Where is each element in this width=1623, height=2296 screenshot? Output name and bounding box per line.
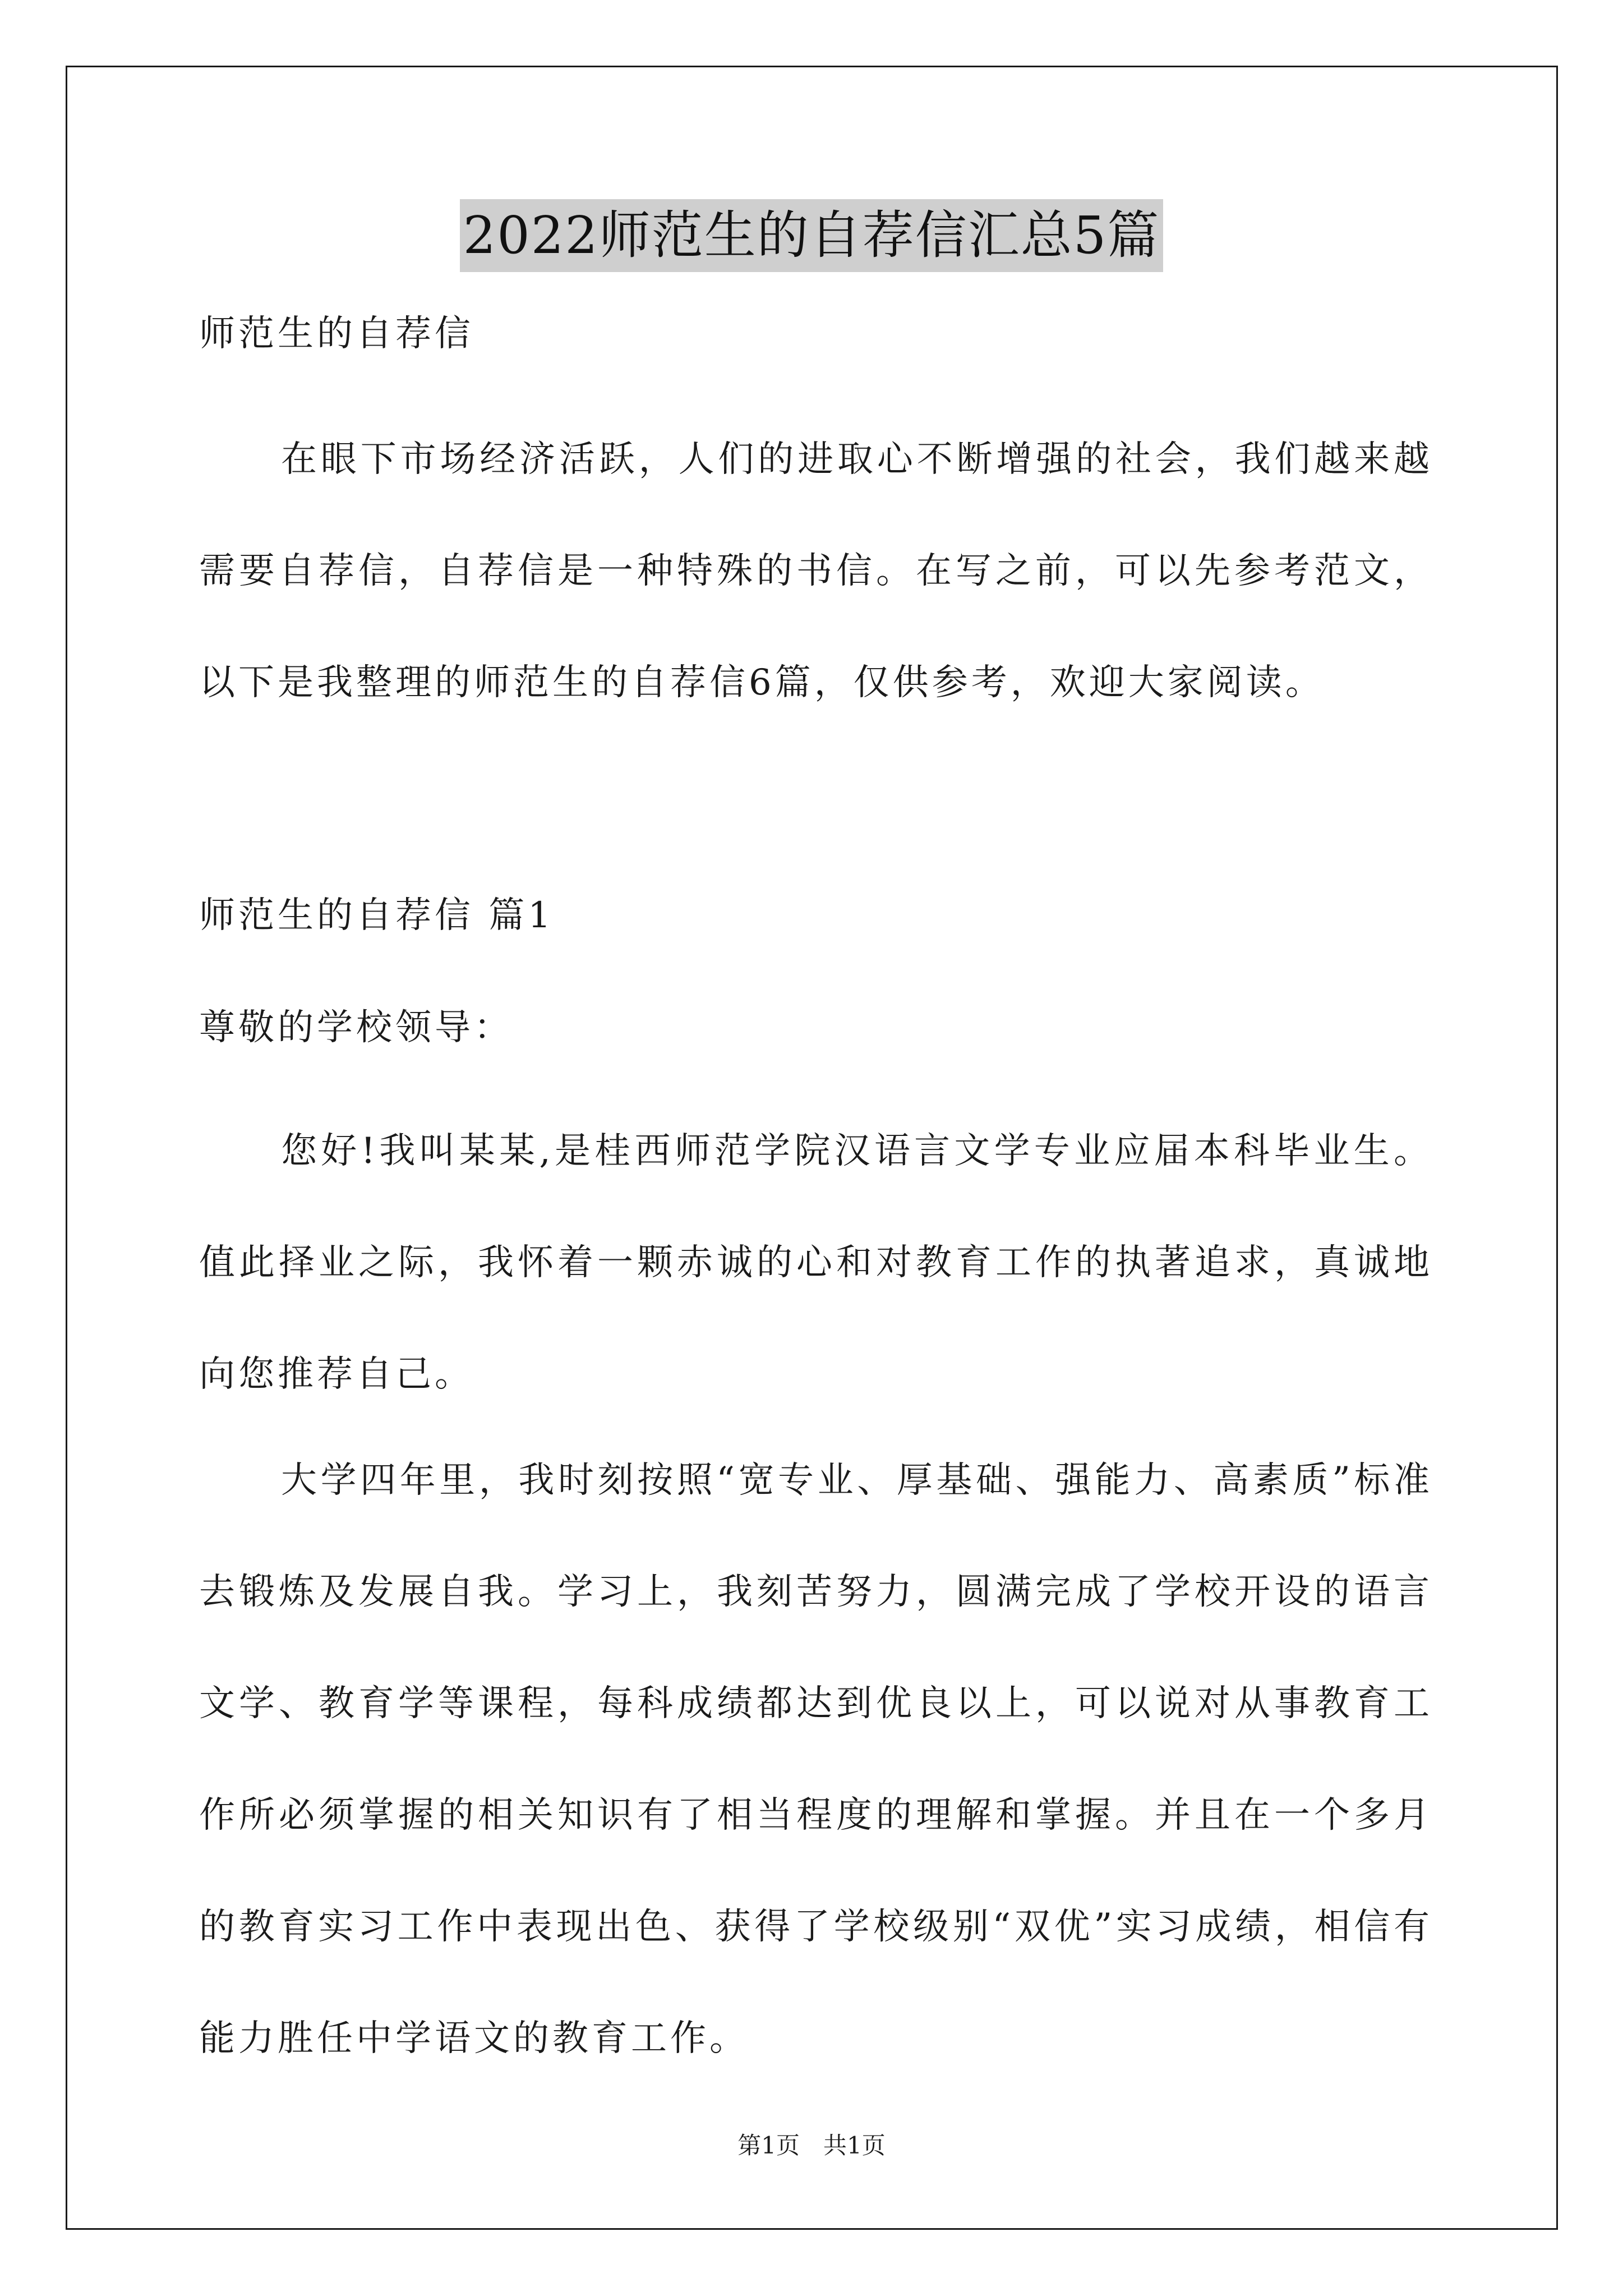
document-title: 2022师范生的自荐信汇总5篇 [460,199,1164,272]
intro-heading: 师范生的自荐信 [199,313,474,355]
page-footer: 第1页 共1页 [737,2132,886,2159]
body-paragraph-1: 您好!我叫某某,是桂西师范学院汉语言文学专业应届本科毕业生。值此择业之际，我怀着一颗赤诚的心和对教育工作的执著追求，真诚地向您推荐自己。 [199,1130,1433,1395]
body-paragraph-2: 大学四年里，我时刻按照“宽专业、厚基础、强能力、高素质”标准去锻炼及发展自我。学习上，我刻苦努力，圆满完成了学校开设的语言文学、教育学等课程，每科成绩都达到优良以上，可以说对从事教育工作所必须掌握的相关知识有了相当程度的理解和掌握。并且在一个多月的教育实习工作中表现出色、获得了学校级别“双优”实习成绩，相信有能力胜任中学语文的教育工作。 [199,1460,1433,2059]
section-heading: 师范生的自荐信 篇1 [199,895,555,936]
title-container [0,199,1623,272]
intro-paragraph: 在眼下市场经济活跃，人们的进取心不断增强的社会，我们越来越需要自荐信，自荐信是一种特殊的书信。在写之前，可以先参考范文，以下是我整理的师范生的自荐信6篇，仅供参考，欢迎大家阅读。 [199,439,1433,703]
salutation: 尊敬的学校领导： [199,1007,513,1048]
